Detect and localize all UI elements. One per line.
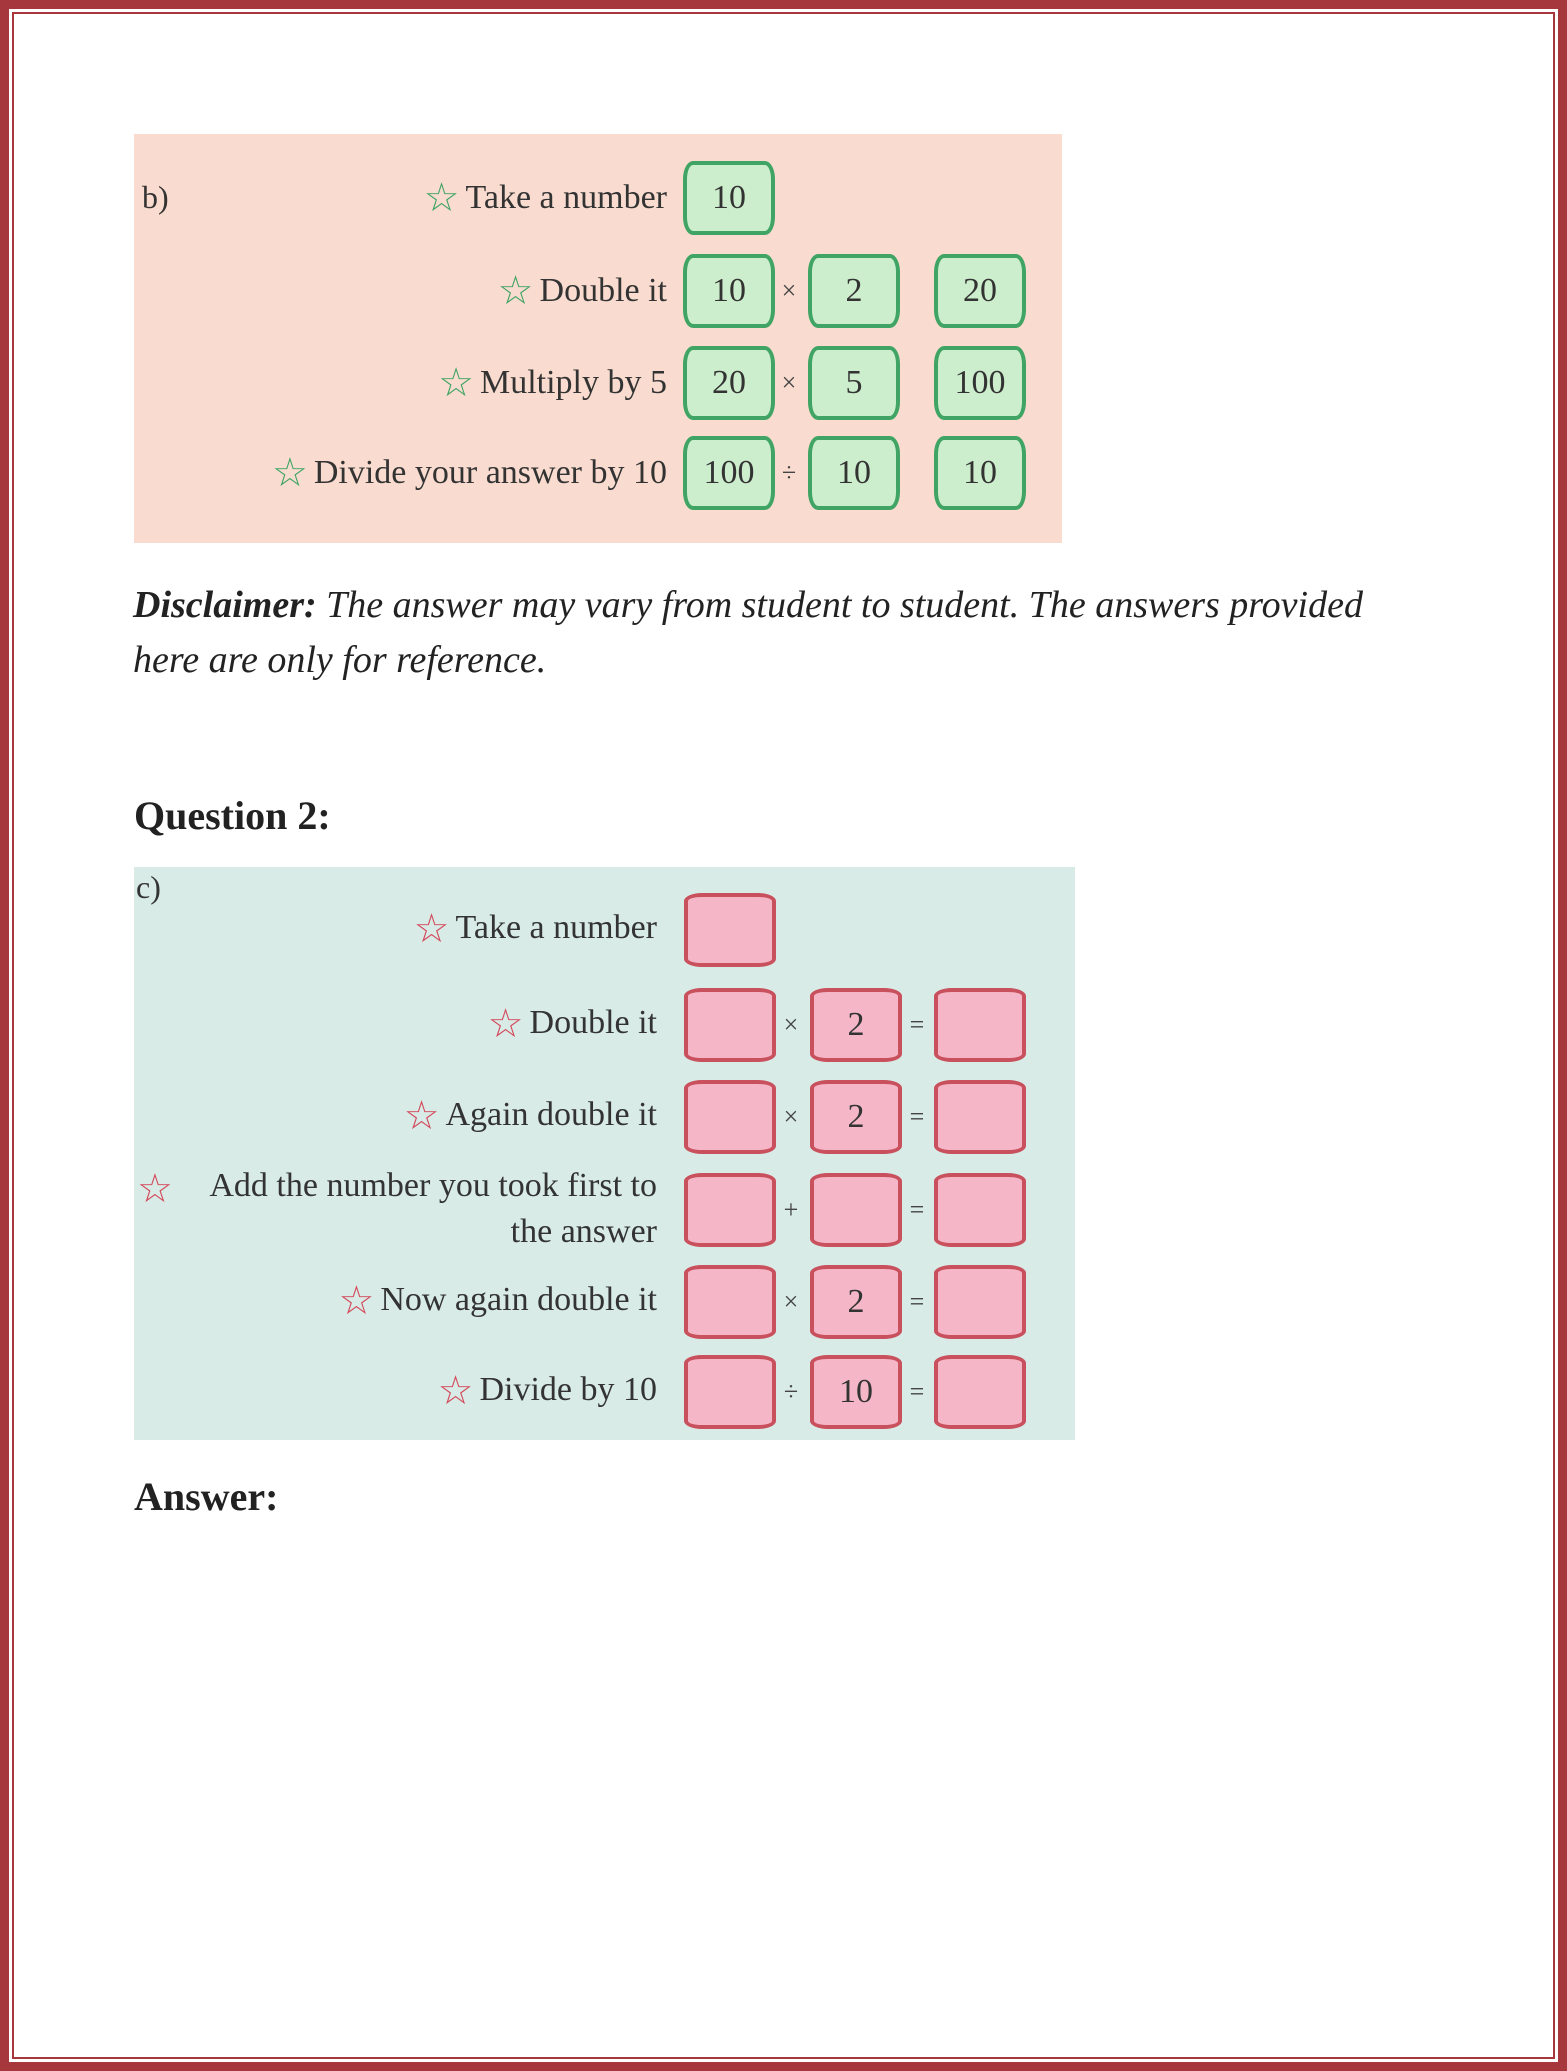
input-box-a	[684, 1265, 776, 1339]
operator: ×	[783, 1287, 799, 1316]
number-box-b: 5	[808, 346, 900, 420]
input-box-a	[684, 1173, 776, 1247]
equals-sign: =	[909, 1287, 925, 1316]
input-box-b: 2	[810, 988, 902, 1062]
answer-heading: Answer:	[134, 1474, 279, 1519]
star-icon: ☆	[403, 1093, 440, 1138]
step-row	[134, 436, 1062, 510]
operator: ×	[781, 368, 797, 397]
step-row	[134, 1166, 1075, 1250]
step-label	[137, 1080, 657, 1154]
star-icon: ☆	[497, 268, 534, 313]
operator: ÷	[783, 1377, 799, 1406]
step-row	[134, 161, 1062, 235]
part-c-panel	[134, 867, 1075, 1440]
star-icon: ☆	[438, 360, 474, 405]
result-box	[934, 1173, 1026, 1247]
result-box	[934, 988, 1026, 1062]
number-box-b: 10	[808, 436, 900, 510]
disclaimer	[133, 578, 1433, 688]
step-row	[134, 346, 1062, 420]
equals-sign: =	[909, 1377, 925, 1406]
step-label	[272, 436, 667, 510]
star-icon: ☆	[413, 906, 450, 951]
number-box-a: 100	[683, 436, 775, 510]
number-box-a: 10	[683, 161, 775, 235]
part-b-panel	[134, 134, 1062, 543]
step-row	[134, 1080, 1075, 1154]
step-label	[498, 254, 667, 328]
step-label	[438, 346, 667, 420]
step-row	[134, 1265, 1075, 1339]
result-box	[934, 1355, 1026, 1429]
disclaimer-text: The answer may vary from student to student. The answers provided here are only for reference.	[133, 584, 1363, 681]
input-box-b: 2	[810, 1265, 902, 1339]
result-box: 10	[934, 436, 1026, 510]
input-box-a	[684, 988, 776, 1062]
star-icon: ☆	[338, 1278, 375, 1323]
step-text: Take a number	[455, 909, 657, 946]
step-text: Double it	[529, 1004, 657, 1041]
input-box-a	[684, 893, 776, 967]
star-icon: ☆	[137, 1166, 173, 1211]
step-label	[137, 1163, 657, 1257]
step-text: Add the number you took first to the answer	[209, 1167, 657, 1250]
input-box-a	[684, 1080, 776, 1154]
step-text: Now again double it	[380, 1281, 657, 1318]
step-text: Multiply by 5	[479, 364, 667, 402]
star-icon: ☆	[271, 450, 308, 495]
step-text: Again double it	[445, 1096, 657, 1133]
step-text: Take a number	[465, 179, 667, 217]
part-c-label: c)	[136, 869, 161, 905]
star-icon: ☆	[487, 1001, 524, 1046]
question-heading: Question 2:	[134, 793, 331, 838]
number-box-a: 10	[683, 254, 775, 328]
part-b-label: b)	[142, 179, 169, 215]
result-box: 100	[934, 346, 1026, 420]
operator: ×	[783, 1102, 799, 1131]
star-icon: ☆	[423, 175, 460, 220]
step-label	[424, 161, 667, 235]
step-label	[137, 1355, 657, 1429]
step-row	[134, 893, 1075, 967]
equals-sign: =	[909, 1195, 925, 1224]
number-box-b: 2	[808, 254, 900, 328]
operator: +	[783, 1195, 799, 1224]
input-box-b: 2	[810, 1080, 902, 1154]
number-box-a: 20	[683, 346, 775, 420]
input-box-b	[810, 1173, 902, 1247]
step-text: Divide by 10	[479, 1371, 657, 1408]
step-label	[137, 893, 657, 967]
step-text: Double it	[539, 272, 667, 310]
operator: ×	[781, 276, 797, 305]
operator: ÷	[781, 458, 797, 487]
operator: ×	[783, 1010, 799, 1039]
input-box-a	[684, 1355, 776, 1429]
result-box: 20	[934, 254, 1026, 328]
step-text: Divide your answer by 10	[313, 454, 667, 492]
equals-sign: =	[909, 1010, 925, 1039]
result-box	[934, 1265, 1026, 1339]
result-box	[934, 1080, 1026, 1154]
step-row	[134, 254, 1062, 328]
step-label	[137, 1265, 657, 1339]
input-box-b: 10	[810, 1355, 902, 1429]
equals-sign: =	[909, 1102, 925, 1131]
step-row	[134, 1355, 1075, 1429]
step-label	[137, 988, 657, 1062]
step-row	[134, 988, 1075, 1062]
disclaimer-label: Disclaimer:	[133, 584, 317, 626]
star-icon: ☆	[437, 1368, 474, 1413]
